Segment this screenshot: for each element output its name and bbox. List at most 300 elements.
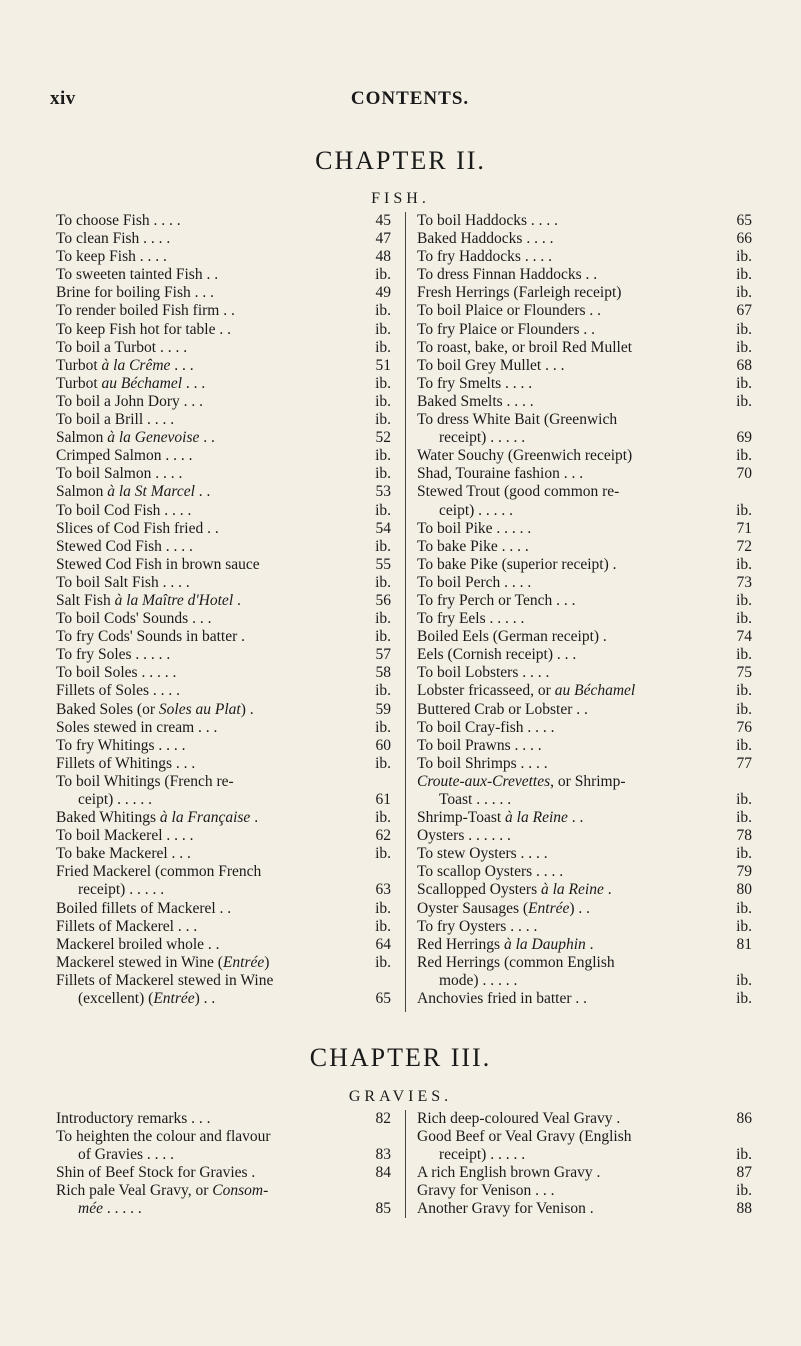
contents-entry [417, 809, 752, 827]
column-divider [405, 212, 406, 1012]
entry-page-number: 62 [375, 827, 391, 845]
contents-entry [417, 936, 752, 954]
entry-title: Shrimp-Toast à la Reine . . [417, 809, 584, 827]
entry-page-number: ib. [736, 501, 752, 519]
contents-entry [417, 628, 752, 646]
entry-title: Eels (Cornish receipt) . . . [417, 646, 577, 664]
column-divider [405, 1110, 406, 1218]
entry-page-number: ib. [736, 1182, 752, 1200]
entry-page-number: 56 [375, 591, 391, 609]
entry-title: To boil Soles . . . . . [56, 664, 177, 682]
chapter-2-section: FISH. [371, 190, 430, 207]
contents-entry [56, 465, 391, 483]
entry-title: To boil Pike . . . . . [417, 519, 532, 537]
entry-page-number: ib. [375, 718, 391, 736]
entry-page-number: 65 [375, 990, 391, 1008]
entry-page-number: 53 [375, 483, 391, 501]
contents-entry [56, 1128, 391, 1146]
entry-title: Turbot à la Crême . . . [56, 356, 194, 374]
entry-title: Fillets of Mackerel stewed in Wine [56, 971, 274, 989]
contents-entry [417, 429, 752, 447]
entry-page-number: ib. [375, 392, 391, 410]
contents-entry [417, 1128, 752, 1146]
contents-entry [56, 592, 391, 610]
contents-entry [56, 574, 391, 592]
entry-title: Rich deep-coloured Veal Gravy . [417, 1110, 621, 1127]
contents-entry [56, 321, 391, 339]
entry-title: Slices of Cod Fish fried . . [56, 519, 219, 537]
contents-entry [56, 556, 391, 574]
entry-title: To sweeten tainted Fish . . [56, 266, 219, 284]
entry-page-number: 67 [736, 302, 752, 320]
entry-page-number: 65 [736, 212, 752, 229]
entry-page-number: 71 [736, 519, 752, 537]
entry-page-number: 68 [736, 356, 752, 374]
entry-title: receipt) . . . . . [439, 1146, 526, 1164]
entry-page-number: 72 [736, 537, 752, 555]
contents-entry [417, 791, 752, 809]
entry-title: receipt) . . . . . [439, 429, 526, 447]
entry-page-number: 58 [375, 664, 391, 682]
contents-entry [56, 212, 391, 230]
contents-entry [56, 664, 391, 682]
contents-entry [417, 701, 752, 719]
entry-title: To fry Perch or Tench . . . [417, 591, 576, 609]
contents-entry [417, 375, 752, 393]
entry-title: Fresh Herrings (Farleigh receipt) [417, 284, 622, 302]
chapter-3-left-column [56, 1110, 391, 1219]
contents-entry [56, 701, 391, 719]
entry-page-number: 82 [375, 1110, 391, 1127]
entry-title: To scallop Oysters . . . . [417, 863, 564, 881]
entry-title: Fillets of Whitings . . . [56, 754, 196, 772]
contents-entry [56, 284, 391, 302]
entry-page-number: 70 [736, 465, 752, 483]
contents-entry [56, 791, 391, 809]
contents-entry [417, 773, 752, 791]
entry-title: Brine for boiling Fish . . . [56, 284, 215, 302]
entry-title: To bake Pike (superior receipt) . [417, 555, 617, 573]
contents-entry [56, 339, 391, 357]
entry-title: To bake Mackerel . . . [56, 845, 191, 863]
entry-title: mode) . . . . . [439, 971, 518, 989]
entry-title: To dress Finnan Haddocks . . [417, 266, 598, 284]
entry-title: Salmon à la St Marcel . . [56, 483, 211, 501]
contents-entry [56, 1164, 391, 1182]
entry-page-number: 63 [375, 881, 391, 899]
entry-page-number: ib. [375, 628, 391, 646]
entry-page-number: ib. [736, 899, 752, 917]
contents-entry [417, 465, 752, 483]
entry-page-number: ib. [736, 809, 752, 827]
entry-title: Good Beef or Veal Gravy (English [417, 1128, 632, 1146]
contents-entry [417, 339, 752, 357]
entry-page-number: 73 [736, 573, 752, 591]
entry-page-number: 61 [375, 791, 391, 808]
page-number: xiv [50, 88, 76, 109]
entry-title: Stewed Cod Fish in brown sauce [56, 555, 260, 573]
entry-page-number: ib. [375, 682, 391, 700]
contents-entry [56, 918, 391, 936]
entry-title: Soles stewed in cream . . . [56, 718, 218, 736]
entry-title: Oysters . . . . . . [417, 827, 511, 845]
entry-title: To boil Cray-fish . . . . [417, 718, 555, 736]
contents-entry [56, 863, 391, 881]
entry-page-number: ib. [375, 845, 391, 863]
entry-page-number: ib. [736, 700, 752, 718]
entry-title: To boil Shrimps . . . . [417, 754, 548, 772]
chapter-3-section: GRAVIES. [348, 1088, 453, 1105]
entry-page-number: ib. [736, 610, 752, 628]
entry-title: To bake Pike . . . . [417, 537, 529, 555]
entry-title: Anchovies fried in batter . . [417, 990, 588, 1008]
entry-page-number: ib. [375, 610, 391, 628]
entry-title: mée . . . . . [78, 1200, 142, 1218]
chapter-3-right-column [417, 1110, 752, 1219]
entry-page-number: ib. [736, 374, 752, 392]
entry-title: ceipt) . . . . . [78, 791, 153, 808]
contents-entry [56, 357, 391, 375]
entry-title: Scallopped Oysters à la Reine . [417, 881, 612, 899]
contents-entry [417, 682, 752, 700]
entry-title: To boil Grey Mullet . . . [417, 356, 565, 374]
entry-title: To boil a John Dory . . . [56, 392, 204, 410]
entry-page-number: 49 [375, 284, 391, 302]
entry-title: To keep Fish . . . . [56, 248, 167, 266]
entry-page-number: ib. [375, 899, 391, 917]
entry-title: Turbot au Béchamel . . . [56, 374, 206, 392]
entry-title: To fry Soles . . . . . [56, 646, 171, 664]
entry-page-number: 54 [375, 519, 391, 537]
entry-title: Toast . . . . . [439, 791, 512, 808]
entry-page-number: ib. [375, 917, 391, 935]
contents-entry [56, 520, 391, 538]
entry-page-number: 79 [736, 863, 752, 881]
contents-entry [417, 592, 752, 610]
entry-title: To choose Fish . . . . [56, 212, 181, 229]
entry-page-number: ib. [375, 302, 391, 320]
entry-title: To boil Salt Fish . . . . [56, 573, 190, 591]
contents-entry [417, 755, 752, 773]
contents-entry [56, 737, 391, 755]
entry-page-number: 60 [375, 736, 391, 754]
entry-page-number: 48 [375, 248, 391, 266]
entry-page-number: ib. [375, 465, 391, 483]
contents-entry [56, 646, 391, 664]
contents-entry [56, 809, 391, 827]
entry-page-number: 86 [736, 1110, 752, 1127]
entry-title: Red Herrings à la Dauphin . [417, 935, 594, 953]
entry-title: Another Gravy for Venison . [417, 1200, 594, 1218]
contents-entry [417, 248, 752, 266]
entry-page-number: 84 [375, 1164, 391, 1182]
entry-title: Rich pale Veal Gravy, or Consom- [56, 1182, 269, 1200]
contents-entry [56, 411, 391, 429]
chapter-2-heading: CHAPTER II. [315, 146, 486, 175]
entry-title: Croute-aux-Crevettes, or Shrimp- [417, 772, 626, 790]
entry-page-number: 87 [736, 1164, 752, 1182]
entry-title: Boiled fillets of Mackerel . . [56, 899, 232, 917]
contents-entry [56, 954, 391, 972]
entry-page-number: ib. [736, 990, 752, 1008]
entry-title: To fry Plaice or Flounders . . [417, 320, 595, 338]
contents-entry [417, 972, 752, 990]
entry-title: To boil Mackerel . . . . [56, 827, 194, 845]
entry-page-number: ib. [736, 682, 752, 700]
entry-page-number: ib. [375, 809, 391, 827]
running-title: CONTENTS. [350, 88, 470, 109]
entry-title: To boil a Brill . . . . [56, 411, 175, 429]
entry-page-number: ib. [375, 953, 391, 971]
entry-page-number: ib. [736, 971, 752, 989]
contents-entry [417, 646, 752, 664]
contents-entry [56, 1200, 391, 1218]
contents-entry [56, 538, 391, 556]
entry-title: To fry Cods' Sounds in batter . [56, 628, 245, 646]
entry-title: To boil Whitings (French re- [56, 772, 234, 790]
entry-page-number: 64 [375, 935, 391, 953]
entry-title: Mackerel stewed in Wine (Entrée) [56, 953, 270, 971]
entry-page-number: 80 [736, 881, 752, 899]
entry-page-number: ib. [736, 917, 752, 935]
entry-page-number: 78 [736, 827, 752, 845]
entry-title: To boil Lobsters . . . . [417, 664, 550, 682]
entry-title: of Gravies . . . . [78, 1146, 174, 1164]
entry-page-number: 59 [375, 700, 391, 718]
contents-entry [417, 1146, 752, 1164]
entry-page-number: ib. [375, 338, 391, 356]
entry-title: Buttered Crab or Lobster . . [417, 700, 588, 718]
contents-entry [417, 357, 752, 375]
entry-title: receipt) . . . . . [78, 881, 165, 899]
chapter-2-right-column [417, 212, 752, 1008]
entry-page-number: 66 [736, 230, 752, 248]
entry-page-number: 75 [736, 664, 752, 682]
contents-entry [56, 1182, 391, 1200]
entry-title: Baked Haddocks . . . . [417, 230, 554, 248]
entry-title: A rich English brown Gravy . [417, 1164, 601, 1182]
entry-title: Baked Soles (or Soles au Plat) . [56, 700, 254, 718]
entry-page-number: ib. [375, 501, 391, 519]
contents-entry [56, 502, 391, 520]
entry-title: To keep Fish hot for table . . [56, 320, 231, 338]
entry-title: To clean Fish . . . . [56, 230, 171, 248]
contents-entry [56, 375, 391, 393]
entry-page-number: 45 [375, 212, 391, 229]
entry-title: Salmon à la Genevoise . . [56, 429, 215, 447]
entry-title: Baked Smelts . . . . [417, 392, 534, 410]
entry-page-number: ib. [736, 320, 752, 338]
entry-title: Oyster Sausages (Entrée) . . [417, 899, 591, 917]
entry-title: To boil Haddocks . . . . [417, 212, 558, 229]
contents-entry [56, 682, 391, 700]
contents-entry [417, 918, 752, 936]
contents-entry [56, 1110, 391, 1128]
contents-entry [417, 845, 752, 863]
contents-entry [417, 502, 752, 520]
contents-entry [56, 972, 391, 990]
contents-entry [56, 393, 391, 411]
contents-entry [56, 429, 391, 447]
contents-entry [56, 900, 391, 918]
entry-title: To boil Plaice or Flounders . . [417, 302, 602, 320]
entry-page-number: ib. [375, 573, 391, 591]
contents-entry [417, 863, 752, 881]
entry-page-number: ib. [736, 392, 752, 410]
entry-page-number: ib. [736, 845, 752, 863]
entry-title: Introductory remarks . . . [56, 1110, 211, 1127]
entry-title: To fry Whitings . . . . [56, 736, 186, 754]
contents-entry [417, 538, 752, 556]
contents-entry [417, 574, 752, 592]
contents-entry [56, 610, 391, 628]
entry-page-number: ib. [736, 266, 752, 284]
entry-page-number: 85 [375, 1200, 391, 1218]
contents-entry [417, 302, 752, 320]
contents-entry [56, 230, 391, 248]
entry-page-number: ib. [736, 646, 752, 664]
contents-entry [417, 266, 752, 284]
entry-page-number: 51 [375, 356, 391, 374]
entry-page-number: ib. [736, 555, 752, 573]
chapter-2-left-column [56, 212, 391, 1008]
contents-entry [417, 284, 752, 302]
contents-entry [417, 1110, 752, 1128]
contents-entry [56, 266, 391, 284]
contents-entry [56, 755, 391, 773]
entry-title: Mackerel broiled whole . . [56, 935, 220, 953]
entry-page-number: 69 [736, 429, 752, 447]
contents-entry [417, 827, 752, 845]
entry-page-number: 88 [736, 1200, 752, 1218]
contents-entry [417, 1164, 752, 1182]
entry-title: To roast, bake, or broil Red Mullet [417, 338, 633, 356]
entry-page-number: ib. [375, 754, 391, 772]
entry-title: To stew Oysters . . . . [417, 845, 548, 863]
entry-title: To boil a Turbot . . . . [56, 338, 188, 356]
entry-title: Water Souchy (Greenwich receipt) [417, 447, 633, 465]
entry-title: Stewed Cod Fish . . . . [56, 537, 193, 555]
entry-title: ceipt) . . . . . [439, 501, 514, 519]
entry-title: Boiled Eels (German receipt) . [417, 628, 607, 646]
entry-title: To dress White Bait (Greenwich [417, 411, 618, 429]
entry-page-number: ib. [736, 1146, 752, 1164]
entry-title: To boil Cods' Sounds . . . [56, 610, 212, 628]
entry-page-number: ib. [736, 248, 752, 266]
entry-title: To fry Eels . . . . . [417, 610, 525, 628]
contents-entry [417, 900, 752, 918]
entry-page-number: ib. [736, 736, 752, 754]
entry-title: To fry Haddocks . . . . [417, 248, 552, 266]
entry-page-number: 81 [736, 935, 752, 953]
entry-page-number: 76 [736, 718, 752, 736]
entry-title: To boil Perch . . . . [417, 573, 532, 591]
contents-entry [417, 1182, 752, 1200]
entry-title: Baked Whitings à la Française . [56, 809, 259, 827]
chapter-3-heading: CHAPTER III. [309, 1043, 492, 1072]
contents-entry [417, 737, 752, 755]
contents-entry [417, 610, 752, 628]
contents-entry [417, 212, 752, 230]
contents-entry [56, 845, 391, 863]
contents-entry [417, 411, 752, 429]
entry-title: Fillets of Mackerel . . . [56, 917, 198, 935]
contents-entry [417, 520, 752, 538]
entry-title: Red Herrings (common English [417, 953, 615, 971]
contents-entry [56, 302, 391, 320]
entry-title: Fillets of Soles . . . . [56, 682, 181, 700]
entry-page-number: ib. [736, 791, 752, 808]
entry-page-number: ib. [375, 447, 391, 465]
entry-page-number: 74 [736, 628, 752, 646]
entry-title: Stewed Trout (good common re- [417, 483, 620, 501]
entry-title: (excellent) (Entrée) . . [78, 990, 216, 1008]
contents-entry [56, 936, 391, 954]
contents-entry [417, 1200, 752, 1218]
contents-entry [56, 881, 391, 899]
entry-title: To boil Cod Fish . . . . [56, 501, 192, 519]
contents-entry [417, 393, 752, 411]
entry-title: To boil Salmon . . . . [56, 465, 183, 483]
entry-page-number: ib. [375, 537, 391, 555]
contents-entry [56, 990, 391, 1008]
contents-entry [56, 248, 391, 266]
entry-page-number: 55 [375, 555, 391, 573]
entry-title: To fry Oysters . . . . [417, 917, 538, 935]
entry-title: To heighten the colour and flavour [56, 1128, 271, 1146]
contents-entry [56, 447, 391, 465]
entry-page-number: 77 [736, 754, 752, 772]
contents-entry [417, 719, 752, 737]
entry-page-number: ib. [736, 591, 752, 609]
contents-entry [56, 827, 391, 845]
entry-title: To fry Smelts . . . . [417, 374, 533, 392]
contents-entry [417, 990, 752, 1008]
entry-title: To boil Prawns . . . . [417, 736, 542, 754]
contents-entry [417, 881, 752, 899]
contents-entry [417, 447, 752, 465]
entry-title: Gravy for Venison . . . [417, 1182, 555, 1200]
contents-entry [417, 321, 752, 339]
contents-entry [417, 230, 752, 248]
contents-entry [417, 556, 752, 574]
contents-entry [56, 719, 391, 737]
entry-page-number: ib. [736, 338, 752, 356]
entry-page-number: ib. [736, 447, 752, 465]
contents-entry [56, 483, 391, 501]
contents-entry [56, 628, 391, 646]
contents-entry [56, 1146, 391, 1164]
entry-page-number: 47 [375, 230, 391, 248]
entry-page-number: 57 [375, 646, 391, 664]
contents-entry [56, 773, 391, 791]
entry-title: Lobster fricasseed, or au Béchamel [417, 682, 636, 700]
entry-page-number: 52 [375, 429, 391, 447]
entry-page-number: 83 [375, 1146, 391, 1164]
contents-entry [417, 483, 752, 501]
entry-page-number: ib. [736, 284, 752, 302]
contents-entry [417, 664, 752, 682]
entry-title: To render boiled Fish firm . . [56, 302, 235, 320]
contents-entry [417, 954, 752, 972]
entry-page-number: ib. [375, 374, 391, 392]
entry-title: Shin of Beef Stock for Gravies . [56, 1164, 256, 1182]
entry-title: Salt Fish à la Maître d'Hotel . [56, 591, 241, 609]
entry-page-number: ib. [375, 411, 391, 429]
entry-title: Fried Mackerel (common French [56, 863, 262, 881]
running-header [50, 88, 770, 118]
entry-page-number: ib. [375, 320, 391, 338]
